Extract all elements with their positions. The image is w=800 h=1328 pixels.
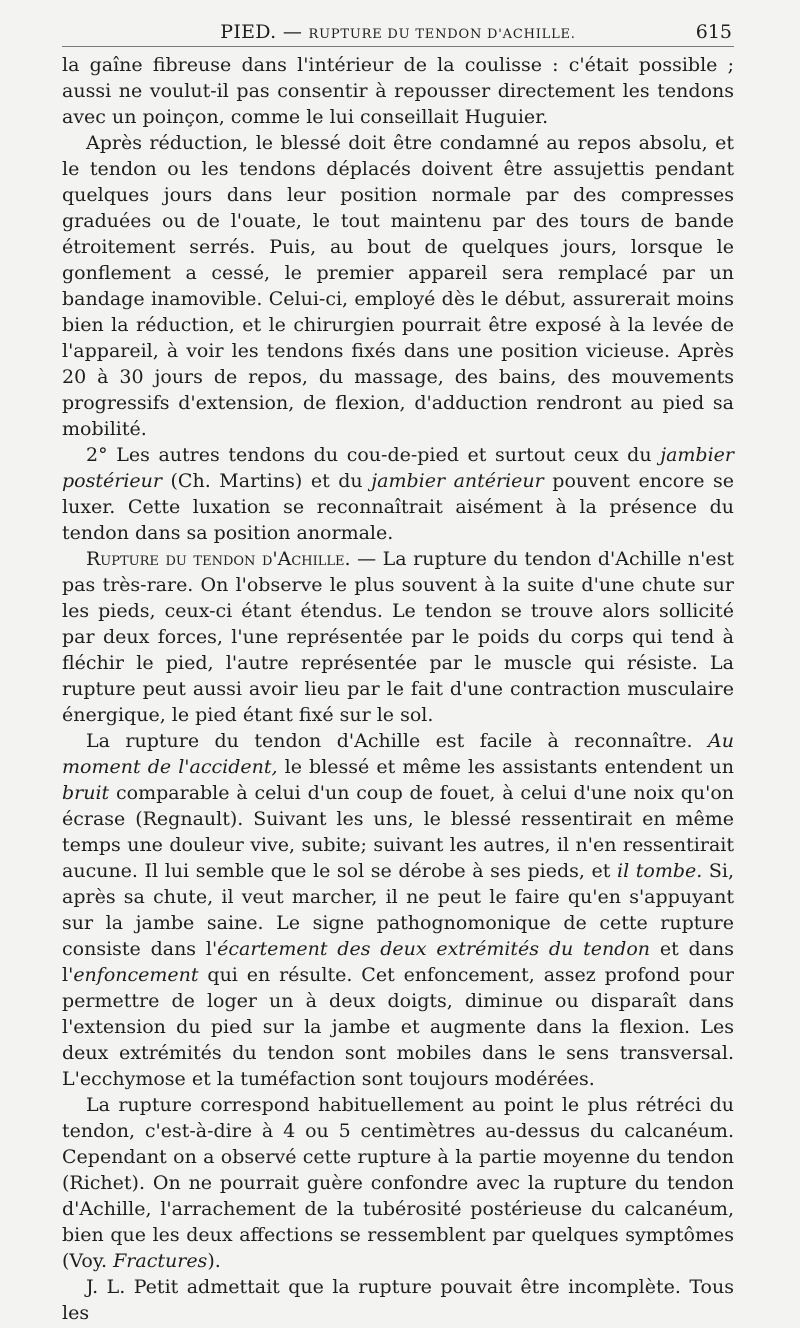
running-header (62, 18, 734, 47)
paragraph-5: La rupture du tendon d'Achille est facile à reconnaître. Au moment de l'accident, le blessé et même les assistants entendent un bruit comparable à celui d'un coup de fouet, à celui d'une noix qu'on écrase (Regnault). Suivant les uns, le blessé ressentirait en même temps une douleur vive, subite; suivant les autres, il n'en ressentirait aucune. Il lui semble que le sol se dérobe à ses pieds, et il tombe. Si, après sa chute, il veut marcher, il ne peut le faire qu'en s'appuyant sur la jambe saine. Le signe pathognomonique de cette rupture consiste dans l'écartement des deux extrémités du tendon et dans l'enfoncement qui en résulte. Cet enfoncement, assez profond pour permettre de loger un à deux doigts, diminue ou disparaît dans l'extension du pied sur la jambe et augmente dans la flexion. Les deux extrémités du tendon sont mobiles dans le sens transversal. L'ecchymose et la tuméfaction sont toujours modérées. (62, 730, 734, 1090)
header-title (62, 18, 734, 49)
paragraph-1: la gaîne fibreuse dans l'intérieur de la coulisse : c'était possible ; aussi ne voulut-il pas consentir à repousser directement les tendons avec un poinçon, comme le lui conseillait Huguier. (62, 54, 734, 128)
paragraph-7: J. L. Petit admettait que la rupture pouvait être incomplète. Tous les (62, 1276, 734, 1324)
body-text (62, 52, 734, 1326)
header-title-right: RUPTURE DU TENDON D'ACHILLE. (308, 27, 576, 42)
page-number: 615 (695, 21, 732, 43)
paragraph-2: Après réduction, le blessé doit être condamné au repos absolu, et le tendon ou les tendons déplacés doivent être assujettis pendant quelques jours dans leur position normale par des compresses graduées ou de l'ouate, le tout maintenu par des tours de bande étroitement serrés. Puis, au bout de quelques jours, lorsque le gonflement a cessé, le premier appareil sera remplacé par un bandage inamovible. Celui-ci, employé dès le début, assurerait moins bien la réduction, et le chirurgien pourrait être exposé à la levée de l'appareil, à voir les tendons fixés dans une position vicieuse. Après 20 à 30 jours de repos, du massage, des bains, des mouvements progressifs d'extension, de flexion, d'adduction rendront au pied sa mobilité. (62, 132, 734, 440)
header-title-left: PIED. — (220, 21, 303, 43)
section-heading: Rupture du tendon d'Achille. (86, 548, 351, 570)
paragraph-4: Rupture du tendon d'Achille. — La rupture du tendon d'Achille n'est pas très-rare. On l'observe le plus souvent à la suite d'une chute sur les pieds, ceux-ci étant étendus. Le tendon se trouve alors sollicité par deux forces, l'une représentée par le poids du corps qui tend à fléchir le pied, l'autre représentée par le muscle qui résiste. La rupture peut aussi avoir lieu par le fait d'une contraction musculaire énergique, le pied étant fixé sur le sol. (62, 548, 734, 726)
paragraph-6: La rupture correspond habituellement au point le plus rétréci du tendon, c'est-à-dire à 4 ou 5 centimètres au-dessus du calcanéum. Cependant on a observé cette rupture à la partie moyenne du tendon (Richet). On ne pourrait guère confondre avec la rupture du tendon d'Achille, l'arrachement de la tubérosité postérieuse du calcanéum, bien que les deux affections se ressemblent par quelques symptômes (Voy. Fractures). (62, 1094, 734, 1272)
paragraph-3: 2° Les autres tendons du cou-de-pied et surtout ceux du jambier postérieur (Ch. Martins) et du jambier antérieur pouvent encore se luxer. Cette luxation se reconnaîtrait aisément à la présence du tendon dans sa position anormale. (62, 444, 734, 544)
